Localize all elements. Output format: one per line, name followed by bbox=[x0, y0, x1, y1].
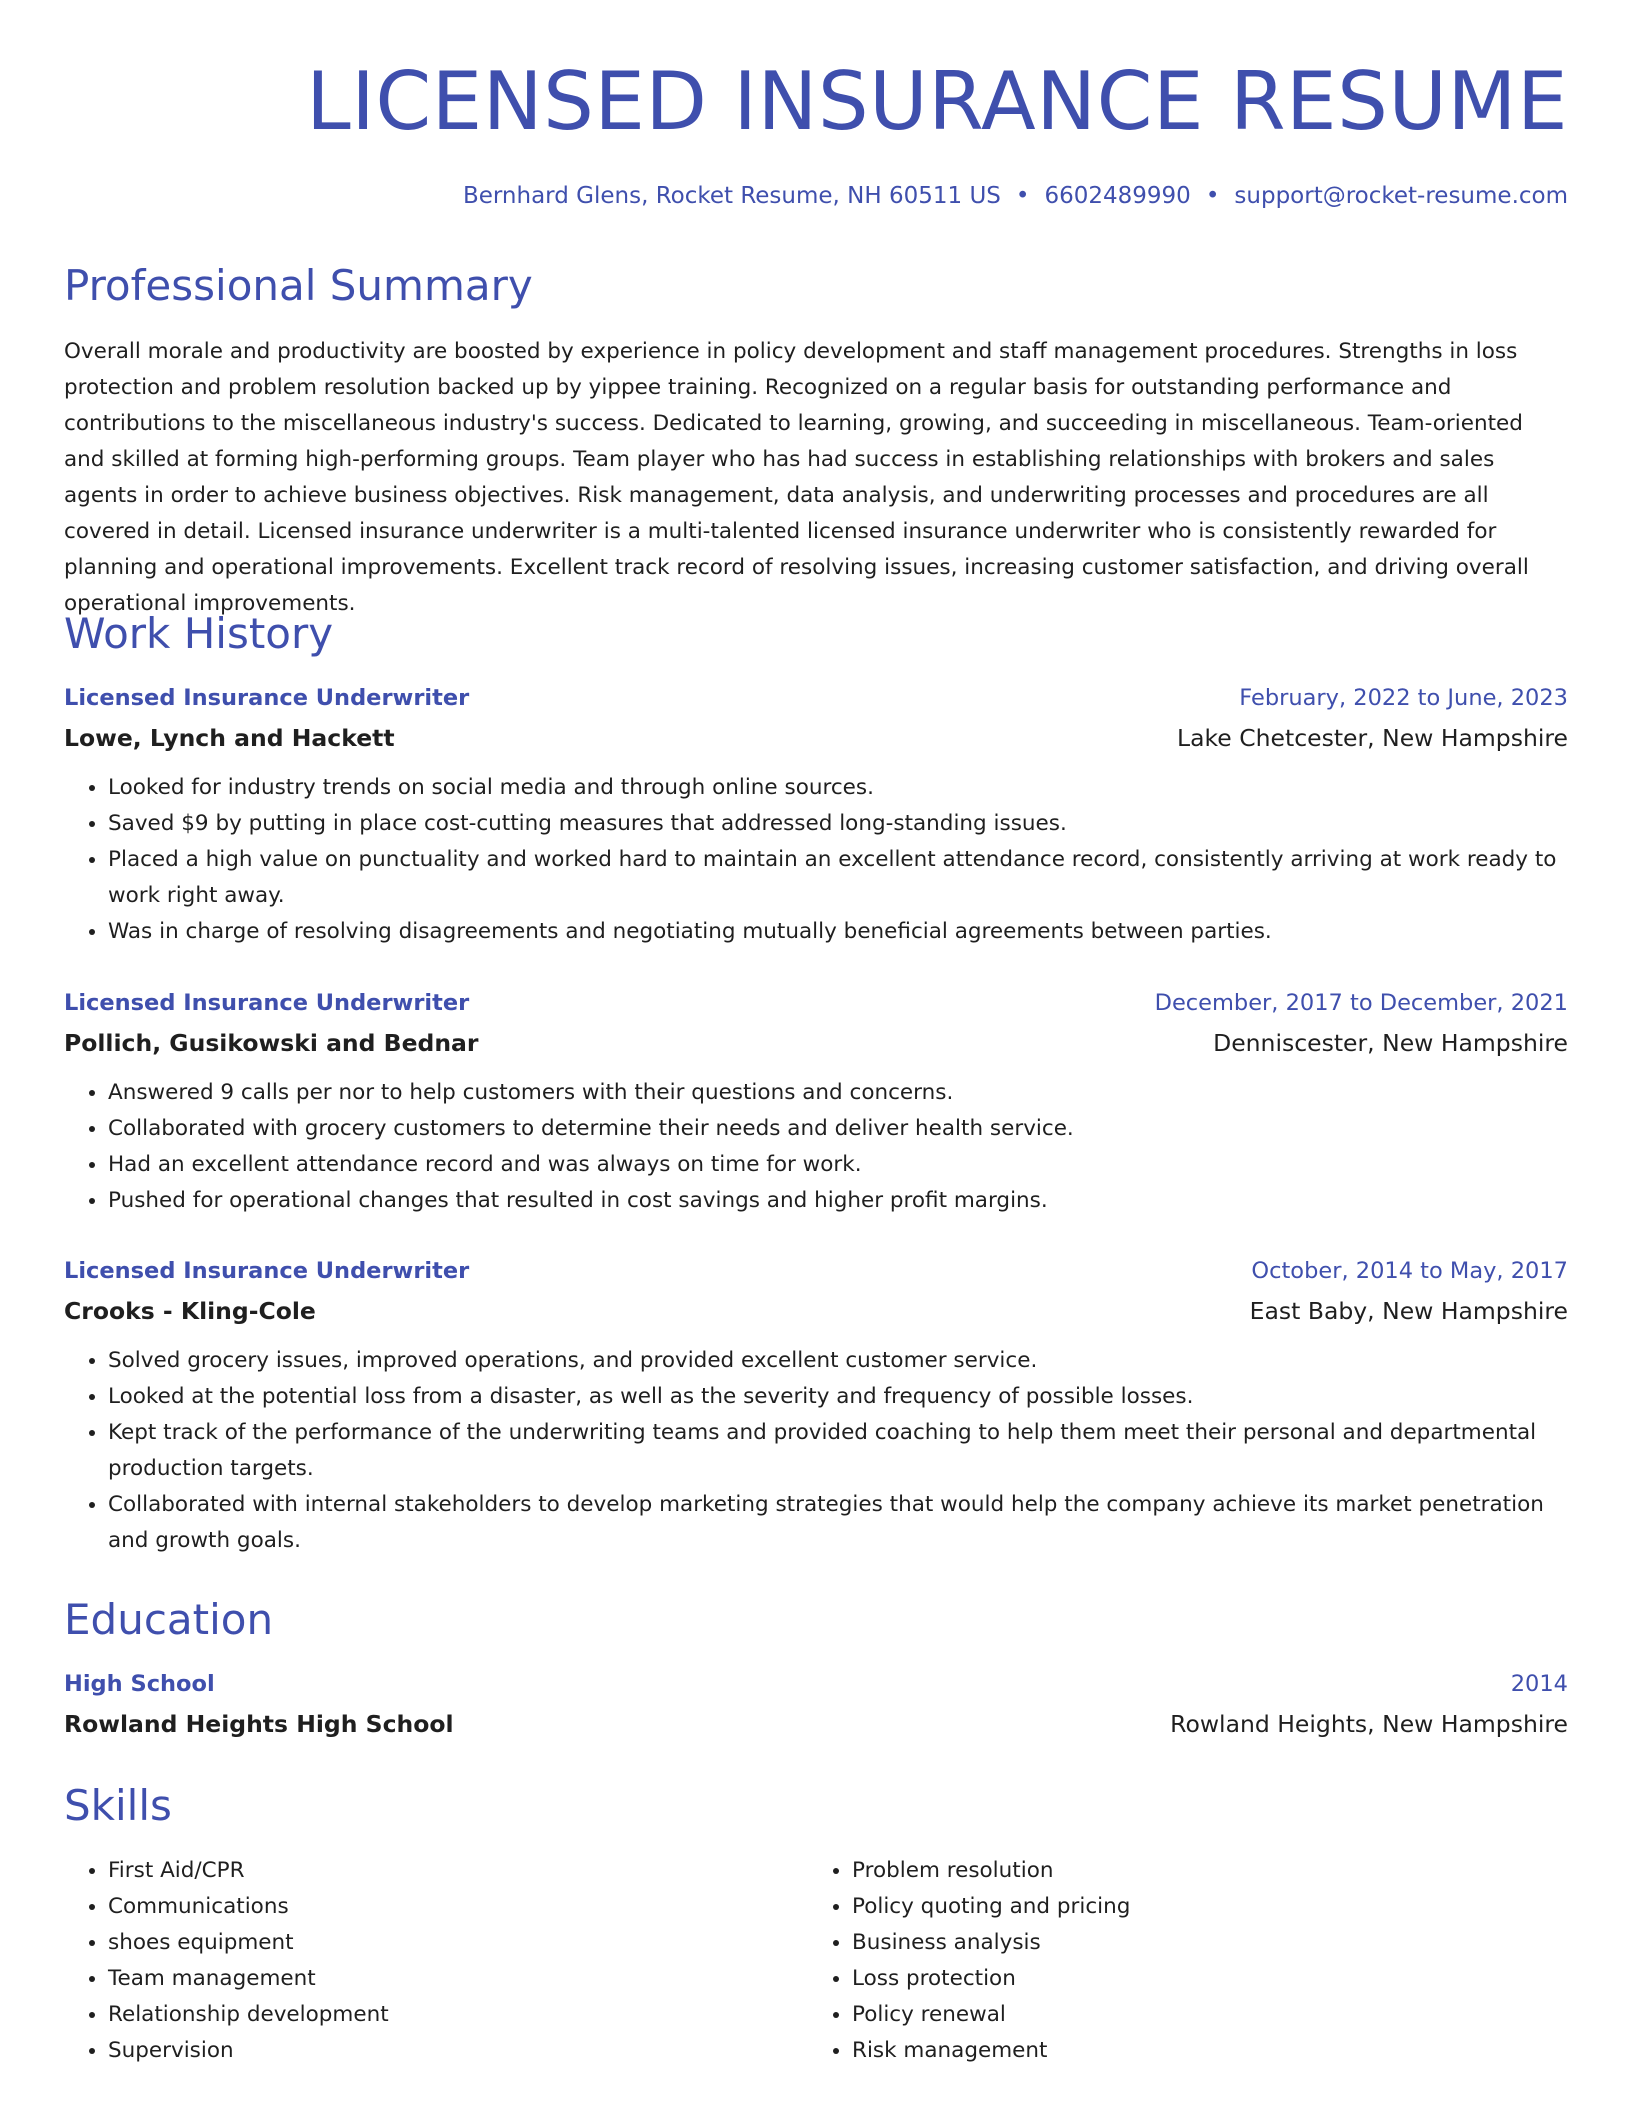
job-header bbox=[64, 983, 1568, 1023]
bullet-separator: • bbox=[1015, 183, 1030, 209]
education-school: Rowland Heights High School bbox=[64, 1710, 454, 1738]
list-item: • Kept track of the performance of the underwriting teams and provided coaching to help them meet their personal and departmental production targets. bbox=[108, 1415, 1568, 1487]
contact-address: Bernhard Glens, Rocket Resume, NH 60511 US bbox=[462, 183, 1001, 209]
job-header bbox=[64, 678, 1568, 718]
skills-column-left bbox=[64, 1853, 808, 2069]
job-company: Pollich, Gusikowski and Bednar bbox=[64, 1029, 479, 1057]
job-dates: December, 2017 to December, 2021 bbox=[1154, 990, 1568, 1016]
list-item: • Answered 9 calls per nor to help customers with their questions and concerns. bbox=[108, 1075, 1568, 1111]
contact-line bbox=[463, 180, 1568, 212]
job-location: Denniscester, New Hampshire bbox=[1213, 1029, 1568, 1057]
education-entry bbox=[64, 1664, 1568, 1744]
list-item: • Pushed for operational changes that resulted in cost savings and higher profit margins. bbox=[108, 1183, 1568, 1219]
job-duties bbox=[64, 770, 1568, 950]
skill-item: • Problem resolution bbox=[852, 1853, 1552, 1889]
contact-email: support@rocket-resume.com bbox=[1234, 183, 1568, 209]
section-heading-summary: Professional Summary bbox=[64, 261, 533, 310]
section-heading-education: Education bbox=[64, 1595, 274, 1644]
job-subheader bbox=[64, 1291, 1568, 1331]
list-item: • Collaborated with internal stakeholders to develop marketing strategies that would help the company achieve its market penetration and growth goals. bbox=[108, 1487, 1568, 1559]
job-role: Licensed Insurance Underwriter bbox=[64, 990, 470, 1016]
section-heading-work-history: Work History bbox=[64, 609, 334, 658]
skill-item: • shoes equipment bbox=[108, 1925, 808, 1961]
job-company: Lowe, Lynch and Hackett bbox=[64, 724, 395, 752]
job-entry bbox=[64, 1251, 1568, 1559]
list-item: • Collaborated with grocery customers to determine their needs and deliver health service. bbox=[108, 1111, 1568, 1147]
skill-item: • Team management bbox=[108, 1961, 808, 1997]
summary-text: Overall morale and productivity are boosted by experience in policy development and staff management procedures. Strengths in loss protection and problem resolution backed up by yippee training. Recognized on a regular basis for outstanding performance and contributions to the miscellaneous industry's success. Dedicated to learning, growing, and succeeding in miscellaneous. Team-oriented and skilled at forming high-performing groups. Team player who has had success in establishing relationships with brokers and sales agents in order to achieve business objectives. Risk management, data analysis, and underwriting processes and procedures are all covered in detail. Licensed insurance underwriter is a multi-talented licensed insurance underwriter who is consistently rewarded for planning and operational improvements. Excellent track record of resolving issues, increasing customer satisfaction, and driving overall operational improvements. bbox=[64, 339, 1529, 616]
job-header bbox=[64, 1251, 1568, 1291]
job-location: East Baby, New Hampshire bbox=[1249, 1297, 1568, 1325]
list-item: • Placed a high value on punctuality and worked hard to maintain an excellent attendance record, consistently arriving at work ready to work right away. bbox=[108, 842, 1568, 914]
education-subheader bbox=[64, 1704, 1568, 1744]
skill-item: • Policy renewal bbox=[852, 1997, 1552, 2033]
skill-item: • Policy quoting and pricing bbox=[852, 1889, 1552, 1925]
job-company: Crooks - Kling-Cole bbox=[64, 1297, 316, 1325]
job-entry bbox=[64, 678, 1568, 950]
resume-title: LICENSED INSURANCE RESUME bbox=[306, 55, 1568, 148]
job-role: Licensed Insurance Underwriter bbox=[64, 685, 470, 711]
skill-item: • Business analysis bbox=[852, 1925, 1552, 1961]
bullet-separator: • bbox=[1205, 183, 1220, 209]
job-entry bbox=[64, 983, 1568, 1219]
skill-item: • Loss protection bbox=[852, 1961, 1552, 1997]
education-degree: High School bbox=[64, 1671, 215, 1697]
list-item: • Had an excellent attendance record and was always on time for work. bbox=[108, 1147, 1568, 1183]
section-heading-skills: Skills bbox=[64, 1781, 172, 1830]
job-duties bbox=[64, 1343, 1568, 1559]
education-year: 2014 bbox=[1510, 1671, 1568, 1697]
job-duties bbox=[64, 1075, 1568, 1219]
contact-phone: 6602489990 bbox=[1044, 183, 1191, 209]
job-subheader bbox=[64, 1023, 1568, 1063]
skill-item: • Risk management bbox=[852, 2033, 1552, 2069]
skill-item: • Supervision bbox=[108, 2033, 808, 2069]
list-item: • Looked at the potential loss from a disaster, as well as the severity and frequency of possible losses. bbox=[108, 1379, 1568, 1415]
skill-item: • Communications bbox=[108, 1889, 808, 1925]
job-dates: October, 2014 to May, 2017 bbox=[1251, 1258, 1568, 1284]
skills-column-right bbox=[808, 1853, 1552, 2069]
education-header bbox=[64, 1664, 1568, 1704]
list-item: • Was in charge of resolving disagreements and negotiating mutually beneficial agreements between parties. bbox=[108, 914, 1568, 950]
job-role: Licensed Insurance Underwriter bbox=[64, 1258, 470, 1284]
list-item: • Looked for industry trends on social media and through online sources. bbox=[108, 770, 1568, 806]
education-location: Rowland Heights, New Hampshire bbox=[1170, 1710, 1568, 1738]
list-item: • Saved $9 by putting in place cost-cutting measures that addressed long-standing issues. bbox=[108, 806, 1568, 842]
list-item: • Solved grocery issues, improved operations, and provided excellent customer service. bbox=[108, 1343, 1568, 1379]
skill-item: • Relationship development bbox=[108, 1997, 808, 2033]
skills-list bbox=[64, 1853, 1568, 2069]
job-dates: February, 2022 to June, 2023 bbox=[1239, 685, 1568, 711]
skill-item: • First Aid/CPR bbox=[108, 1853, 808, 1889]
job-subheader bbox=[64, 718, 1568, 758]
job-location: Lake Chetcester, New Hampshire bbox=[1177, 724, 1568, 752]
